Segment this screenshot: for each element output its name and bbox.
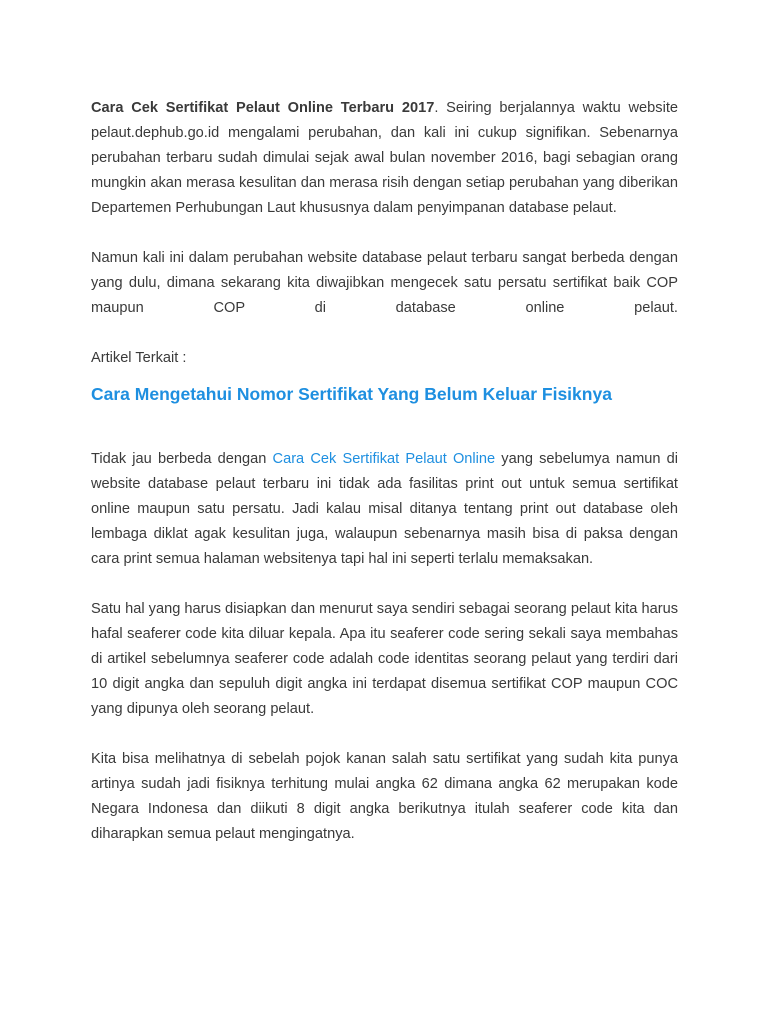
inline-article-link[interactable]: Cara Cek Sertifikat Pelaut Online (272, 451, 496, 467)
related-article-title[interactable]: Cara Mengetahui Nomor Sertifikat Yang Belum Keluar Fisiknya (91, 384, 612, 404)
intro-lead-bold: Cara Cek Sertifikat Pelaut Online Terbaru 2017 (91, 100, 435, 116)
related-articles-label: Artikel Terkait : (91, 350, 187, 366)
intro-paragraph (91, 96, 678, 221)
paragraph-3-before-link: Tidak jau berbeda dengan (91, 451, 273, 467)
paragraph-2: Namun kali ini dalam perubahan website database pelaut terbaru sangat berbeda dengan yang dulu, dimana sekarang kita diwajibkan mengecek satu persatu sertifikat baik COP maupun COP di database online pelaut. (91, 250, 678, 316)
paragraph-3 (91, 447, 678, 572)
paragraph-5: Kita bisa melihatnya di sebelah pojok kanan salah satu sertifikat yang sudah kita punya artinya sudah jadi fisiknya terhitung mulai angka 62 dimana angka 62 merupakan kode Negara Indonesa dan diikuti 8 digit angka berikutnya itulah seaferer code kita dan diharapkan semua pelaut mengingatnya. (91, 751, 678, 842)
paragraph-3-after-link: yang sebelumya namun di website database pelaut terbaru ini tidak ada fasilitas print out untuk semua sertifikat online maupun satu persatu. Jadi kalau misal ditanya tentang print out database oleh lembaga diklat agak kesulitan juga, walaupun sebenarnya masih bisa di paksa dengan cara print semua halaman websitenya tapi hal ini seperti terlalu memaksakan. (91, 451, 679, 567)
intro-text: . Seiring berjalannya waktu website pelaut.dephub.go.id mengalami perubahan, dan kali ini cukup signifikan. Sebenarnya perubahan terbaru sudah dimulai sejak awal bulan november 2016, bagi sebagian orang mungkin akan merasa kesulitan dan merasa risih dengan setiap perubahan yang diberikan Departemen Perhubungan Laut khususnya dalam penyimpanan database pelaut. (91, 100, 678, 216)
paragraph-4: Satu hal yang harus disiapkan dan menurut saya sendiri sebagai seorang pelaut kita harus hafal seaferer code kita diluar kepala. Apa itu seaferer code sering sekali saya membahas di artikel sebelumnya seaferer code adalah code identitas seorang pelaut yang terdiri dari 10 digit angka dan sepuluh digit angka ini terdapat disemua sertifikat COP maupun COC yang dipunya oleh seorang pelaut. (91, 601, 678, 717)
article-body (91, 96, 678, 847)
related-article-link[interactable] (91, 381, 678, 407)
